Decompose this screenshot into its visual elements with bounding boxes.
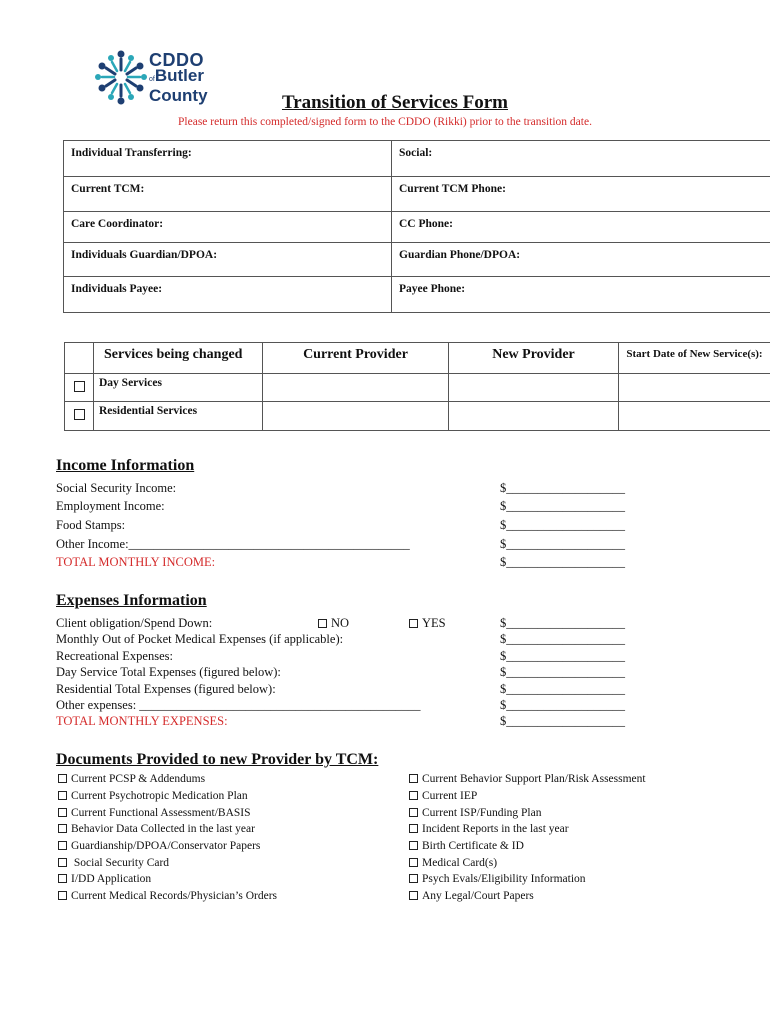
residential-services-label: Residential Services [94,402,263,431]
social-security-amount[interactable]: $___________________ [500,481,625,495]
guardian-phone-field[interactable]: Guardian Phone/DPOA: [392,243,770,277]
document-checkbox[interactable] [58,841,67,850]
documents-section [56,751,456,769]
guardian-dpoa-field[interactable]: Individuals Guardian/DPOA: [64,243,392,277]
no-option[interactable] [318,616,349,631]
other-expenses-amount[interactable]: $___________________ [500,698,625,712]
res-current-provider-cell[interactable] [263,402,449,431]
residential-services-checkbox[interactable] [74,409,85,420]
document-checkbox[interactable] [58,891,67,900]
document-label: Social Security Card [71,857,170,869]
document-label: Current ISP/Funding Plan [422,807,542,819]
cc-phone-field[interactable]: CC Phone: [392,212,770,243]
total-expenses-amount[interactable]: $___________________ [500,714,625,728]
document-item-left-4[interactable] [58,823,255,835]
document-item-right-3[interactable] [409,807,541,819]
document-label: Any Legal/Court Papers [422,890,534,902]
document-label: Incident Reports in the last year [422,823,569,835]
document-checkbox[interactable] [58,774,67,783]
current-tcm-phone-field[interactable]: Current TCM Phone: [392,177,770,212]
document-label: Current Functional Assessment/BASIS [71,807,251,819]
yes-option[interactable] [409,616,446,631]
new-provider-header: New Provider [449,343,619,374]
start-date-header: Start Date of New Service(s): [619,343,770,374]
income-title: Income Information [56,457,195,474]
social-security-income-label: Social Security Income: [56,481,177,495]
document-item-left-2[interactable] [58,790,248,802]
document-item-right-7[interactable] [409,873,586,885]
residential-expenses-amount[interactable]: $___________________ [500,682,625,696]
logo-line-1: CDDO [149,50,204,70]
day-start-date-cell[interactable] [619,374,770,402]
current-tcm-field[interactable]: Current TCM: [64,177,392,212]
yes-label: YES [422,616,446,630]
medical-expenses-amount[interactable]: $___________________ [500,632,625,646]
document-item-left-7[interactable] [58,873,151,885]
document-checkbox[interactable] [58,858,67,867]
day-services-checkbox[interactable] [74,381,85,392]
document-label: Current IEP [422,790,478,802]
document-item-right-4[interactable] [409,823,569,835]
individual-info-table [63,140,770,313]
document-item-right-1[interactable] [409,773,646,785]
food-stamps-amount[interactable]: $___________________ [500,518,625,532]
employment-income-label: Employment Income: [56,499,165,513]
spend-down-amount[interactable]: $___________________ [500,616,625,630]
no-checkbox[interactable] [318,619,327,628]
document-item-right-8[interactable] [409,890,534,902]
services-table [64,342,770,431]
document-checkbox[interactable] [409,774,418,783]
document-checkbox[interactable] [58,874,67,883]
page-subtitle: Please return this completed/signed form to the CDDO (Rikki) prior to the transition date. [178,116,592,128]
res-new-provider-cell[interactable] [449,402,619,431]
total-monthly-expenses-label: TOTAL MONTHLY EXPENSES: [56,714,228,728]
total-monthly-income-label: TOTAL MONTHLY INCOME: [56,555,216,569]
expenses-section [56,592,656,610]
individual-transferring-field[interactable]: Individual Transferring: [64,141,392,177]
document-label: Psych Evals/Eligibility Information [422,873,586,885]
food-stamps-label: Food Stamps: [56,518,126,532]
document-checkbox[interactable] [58,808,67,817]
document-checkbox[interactable] [409,841,418,850]
document-checkbox[interactable] [409,791,418,800]
document-item-left-3[interactable] [58,807,251,819]
client-obligation-label: Client obligation/Spend Down: [56,616,213,630]
other-income-field[interactable]: Other Income:_____________________________________________ [56,537,410,551]
document-label: Birth Certificate & ID [422,840,524,852]
logo-of: of [149,76,155,83]
document-label: I/DD Application [71,873,152,885]
other-expenses-field[interactable]: Other expenses: _____________________________________________ [56,698,421,712]
document-item-left-5[interactable] [58,840,260,852]
document-label: Behavior Data Collected in the last year [71,823,255,835]
day-new-provider-cell[interactable] [449,374,619,402]
day-service-expenses-amount[interactable]: $___________________ [500,665,625,679]
recreational-expenses-label: Recreational Expenses: [56,649,173,663]
document-label: Current Psychotropic Medication Plan [71,790,248,802]
document-label: Current PCSP & Addendums [71,773,206,785]
header-checkbox-column [65,343,94,374]
total-income-amount[interactable]: $___________________ [500,555,625,569]
employment-amount[interactable]: $___________________ [500,499,625,513]
document-item-left-6[interactable] [58,857,169,869]
medical-expenses-label: Monthly Out of Pocket Medical Expenses (if applicable): [56,632,344,646]
day-current-provider-cell[interactable] [263,374,449,402]
expenses-title: Expenses Information [56,592,207,609]
social-field[interactable]: Social: [392,141,770,177]
document-label: Current Behavior Support Plan/Risk Assessment [422,773,646,785]
current-provider-header: Current Provider [263,343,449,374]
payee-phone-field[interactable]: Payee Phone: [392,277,770,313]
page-title: Transition of Services Form [281,92,509,113]
document-checkbox[interactable] [58,824,67,833]
payee-field[interactable]: Individuals Payee: [64,277,392,313]
document-label: Current Medical Records/Physician’s Orders [71,890,277,902]
document-checkbox[interactable] [409,874,418,883]
document-item-right-6[interactable] [409,857,497,869]
residential-expenses-label: Residential Total Expenses (figured below): [56,682,276,696]
yes-checkbox[interactable] [409,619,418,628]
document-item-right-2[interactable] [409,790,477,802]
care-coordinator-field[interactable]: Care Coordinator: [64,212,392,243]
services-changed-header: Services being changed [94,343,263,374]
income-section [56,457,656,475]
documents-title: Documents Provided to new Provider by TCM: [56,751,379,768]
document-item-left-8[interactable] [58,890,277,902]
document-checkbox[interactable] [409,808,418,817]
recreational-expenses-amount[interactable]: $___________________ [500,649,625,663]
document-label: Guardianship/DPOA/Conservator Papers [71,840,261,852]
document-item-left-1[interactable] [58,773,205,785]
document-checkbox[interactable] [409,858,418,867]
document-checkbox[interactable] [58,791,67,800]
day-services-label: Day Services [94,374,263,402]
document-checkbox[interactable] [409,824,418,833]
document-label: Medical Card(s) [422,857,498,869]
logo-line-2: Butler [154,66,204,85]
logo-line-3: County [149,86,208,105]
other-income-amount[interactable]: $___________________ [500,537,625,551]
res-start-date-cell[interactable] [619,402,770,431]
no-label: NO [331,616,350,630]
day-service-expenses-label: Day Service Total Expenses (figured below): [56,665,281,679]
document-checkbox[interactable] [409,891,418,900]
document-item-right-5[interactable] [409,840,524,852]
